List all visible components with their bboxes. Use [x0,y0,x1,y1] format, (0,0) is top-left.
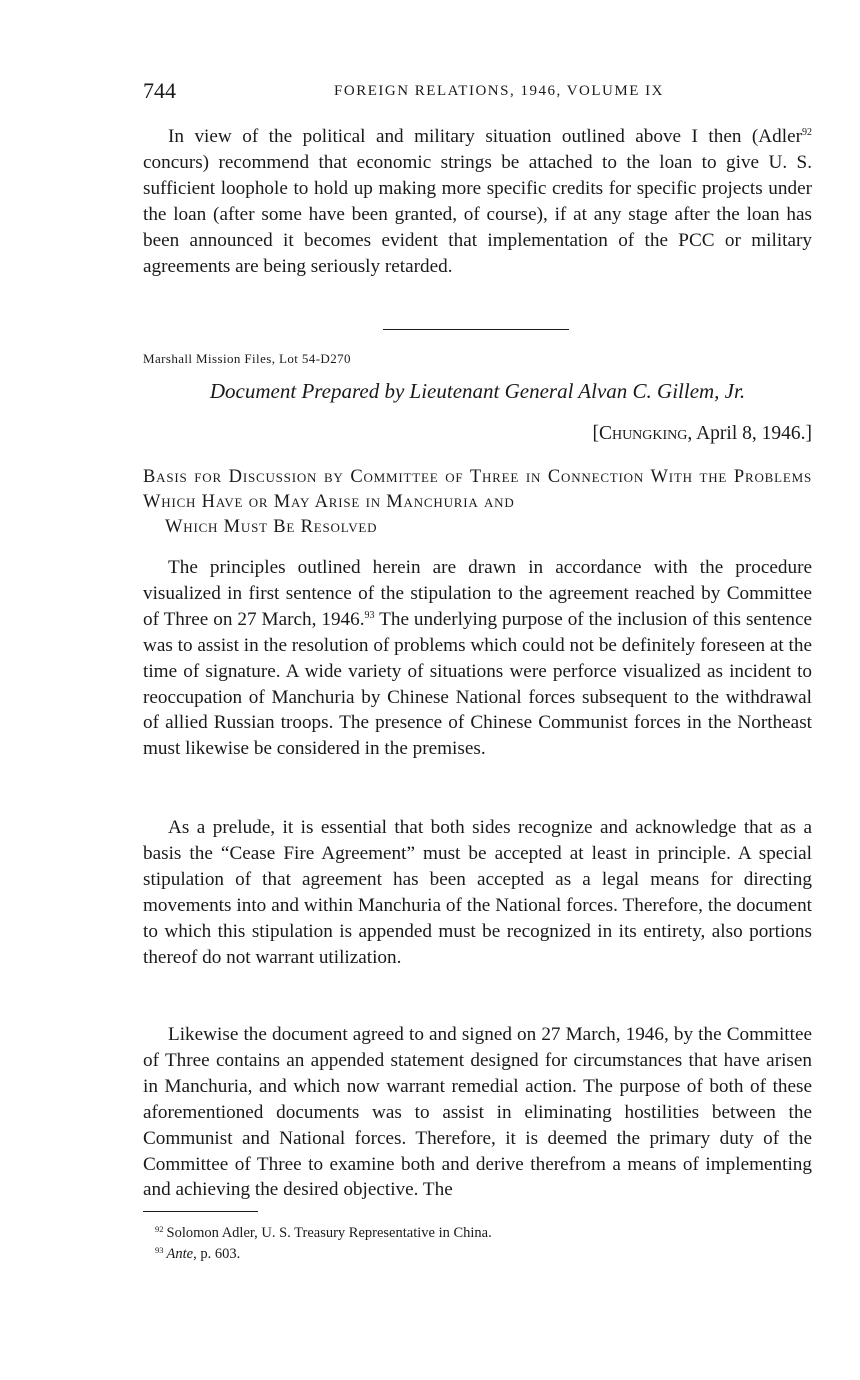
footnotes [143,1221,492,1263]
footnote-mark: 93 [155,1245,164,1255]
running-head: FOREIGN RELATIONS, 1946, VOLUME IX [334,83,664,99]
page-number: 744 [143,78,176,103]
footnote-text-italic: Ante [166,1246,194,1262]
dateline-open: [ [592,423,599,444]
footnote-92 [143,1221,492,1242]
footnote-mark: 92 [155,1224,164,1234]
body-paragraph-1-text-b: The underlying purpose of the inclusion of this sentence was to assist in the resolution of problems which could not be definitely foreseen at the time of signature. A wide variety of situations were perforce visualized as incident to reoccupation of Manchuria by Chinese National forces subsequent to the withdrawal of allied Russian troops. The presence of Chinese Communist forces in the Northeast must likewise be considered in the premises. [143,608,812,760]
dateline [592,423,812,445]
page-header [143,78,815,106]
section-heading-line1: Basis for Discussion by Committee of Three in Connection With the Problems Which Have or May Arise in Manchuria and [143,467,812,512]
section-heading-line2: Which Must Be Resolved [165,517,378,537]
footnote-text-rest: , p. 603. [193,1246,241,1262]
document-title: Document Prepared by Lieutenant General Alvan C. Gillem, Jr. [209,379,746,403]
footnote-rule [143,1211,258,1212]
footnote-ref-93: 93 [364,609,375,621]
source-line: Marshall Mission Files, Lot 54-D270 [143,351,351,366]
body-paragraph-1 [143,555,812,762]
body-paragraph-2: As a prelude, it is essential that both sides recognize and acknowledge that as a basis the “Cease Fire Agreement” must be accepted at least in principle. A special stipulation of that agreement has been accepted as a legal means for directing movements into and within Manchuria of the National forces. Therefore, the document to which this stipulation is appended must be recognized in its entirety, also portions thereof do not warrant utilization. [143,817,812,968]
opening-paragraph-text-b: concurs) recommend that economic strings be attached to the loan to give U. S. sufficient loophole to hold up making more specific credits for specific projects under the loan (after some have been granted, of course), if at any stage after the loan has been announced it becomes evident that implementation of the PCC or military agreements are being seriously retarded. [143,151,812,277]
opening-paragraph [143,124,812,279]
footnote-ref-92: 92 [802,127,812,138]
dateline-rest: , April 8, 1946.] [687,423,812,444]
body-paragraph-1-text-a: The principles outlined herein are drawn in accordance with the procedure visualized in first sentence of the stipulation to the agreement reached by Committee of Three on 27 March, 1946. [143,557,812,630]
body-paragraph-3: Likewise the document agreed to and signed on 27 March, 1946, by the Committee of Three contains an appended statement designed for circumstances that have arisen in Manchuria, and which now warrant remedial action. The purpose of both of these aforementioned documents was to assist in eliminating hostilities between the Communist and National forces. Therefore, it is deemed the primary duty of the Committee of Three to examine both and derive therefrom a means of implementing and achieving the desired objective. The [143,1024,812,1201]
section-heading [143,465,812,540]
dateline-place: Chungking [598,423,688,444]
section-divider [383,329,569,330]
opening-paragraph-text-a: In view of the political and military situation outlined above I then (Adler [168,126,802,147]
footnote-93 [143,1242,492,1263]
footnote-text: Solomon Adler, U. S. Treasury Representative in China. [166,1225,492,1241]
